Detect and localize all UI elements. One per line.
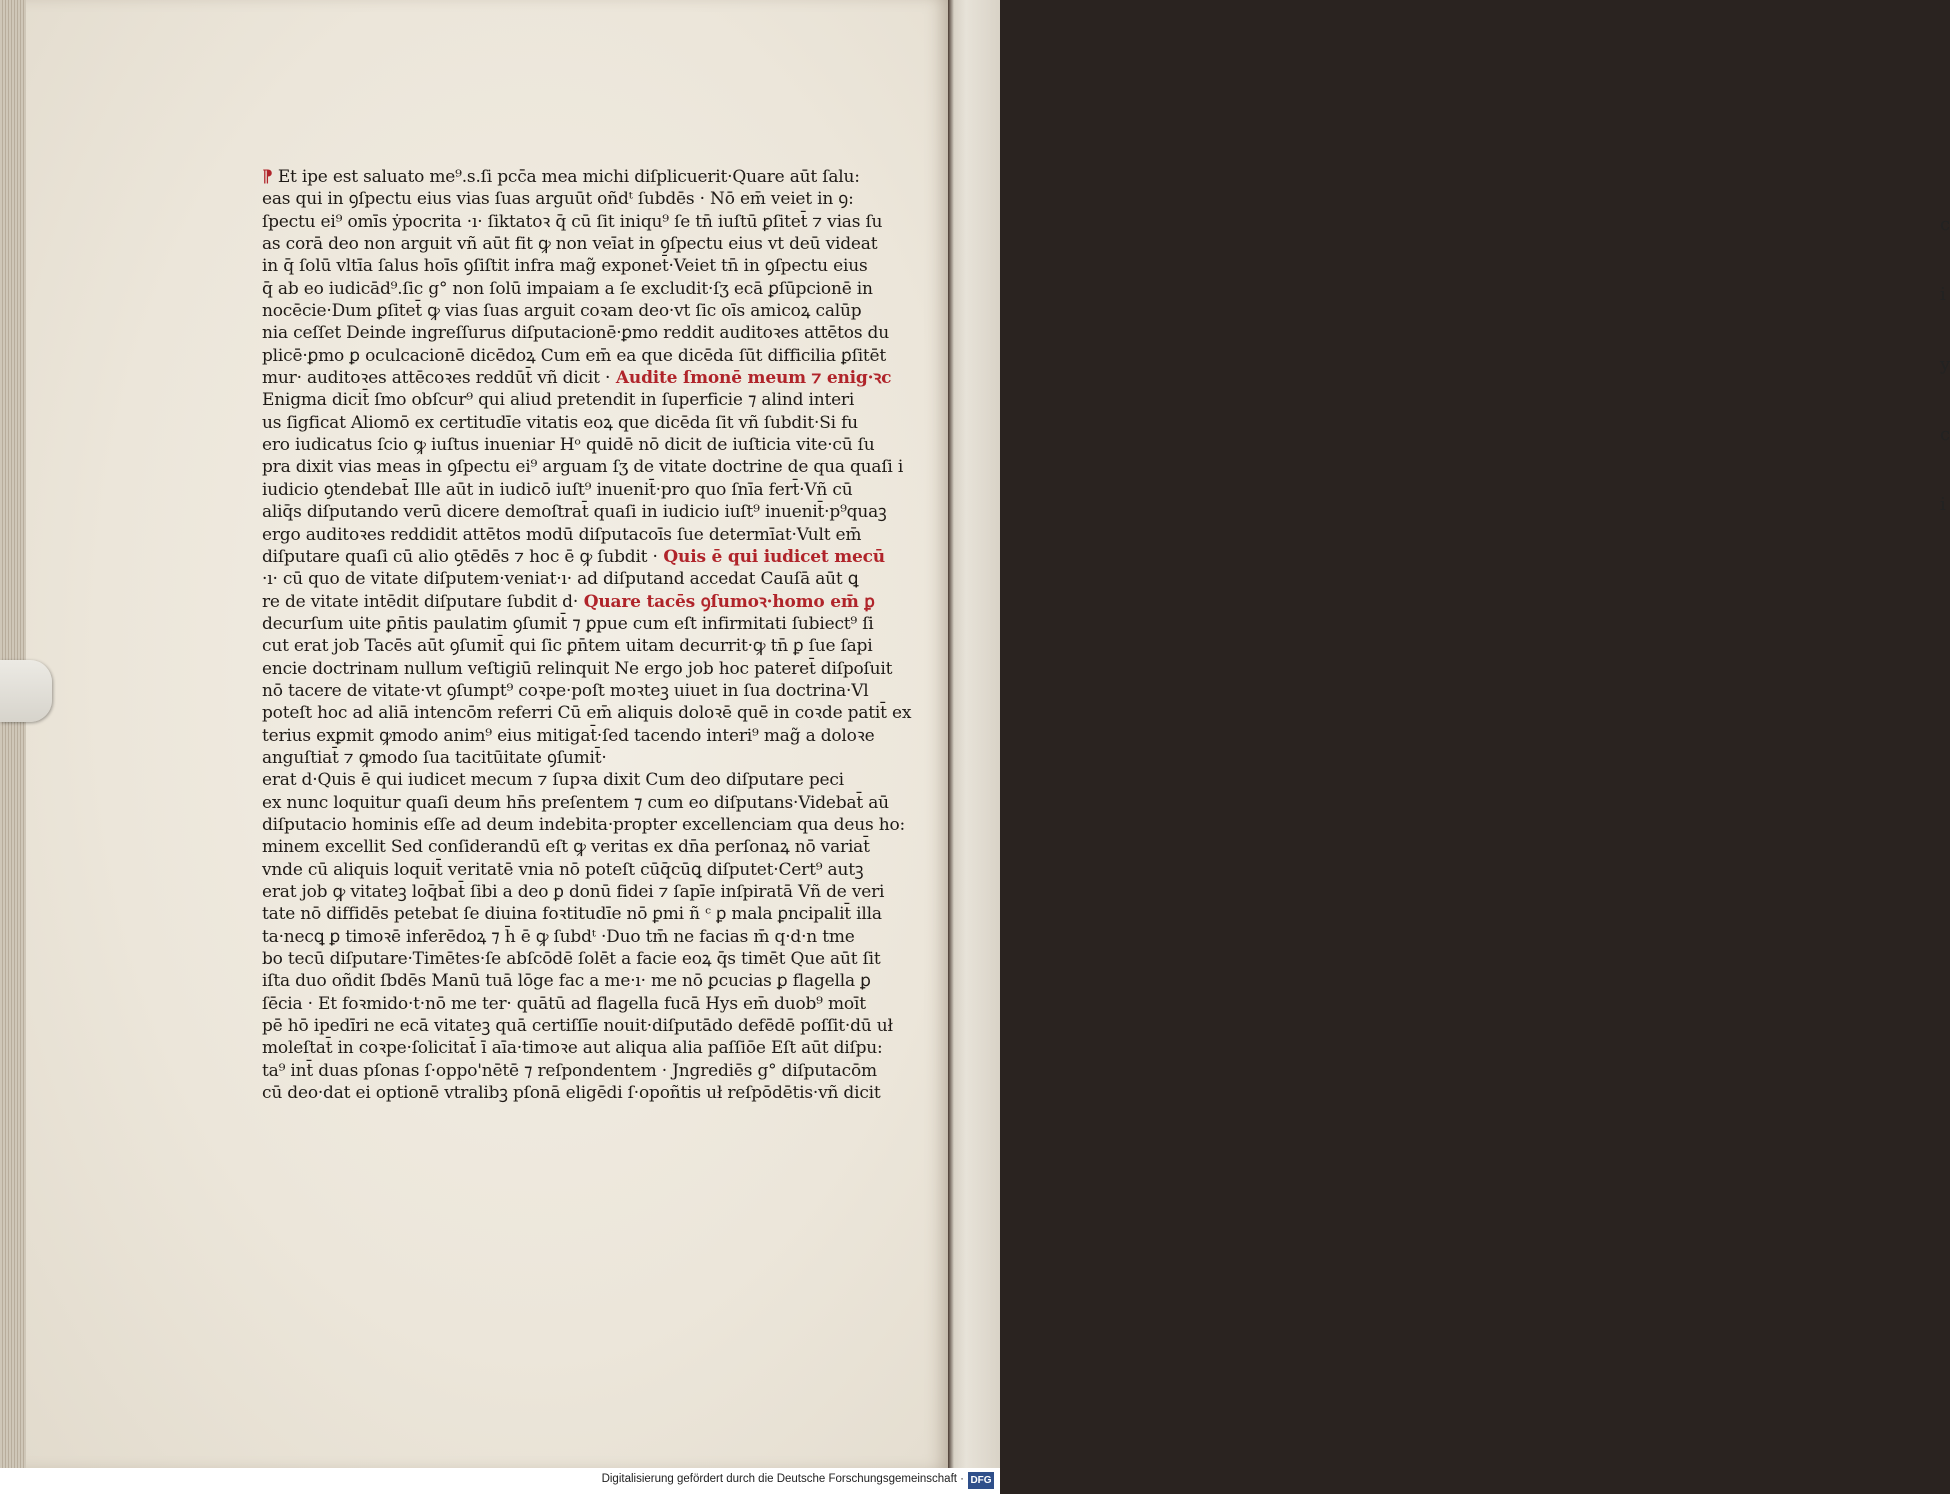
text-line <box>262 233 926 255</box>
text-line <box>262 725 926 747</box>
text-line <box>262 702 926 724</box>
line-text: ergo auditoꝛes reddidit attētos modū diſputacoīs ſue determīat·Vult em̄ <box>262 524 862 545</box>
dfg-logo: DFG <box>968 1472 994 1489</box>
text-line <box>262 769 926 791</box>
text-line <box>262 456 926 478</box>
line-text: ero iudicatus ſcio ꝙ iuſtus inueniar Hᵒ quidē nō dicit de iuſticia vite·cū ſu <box>262 435 875 456</box>
text-line <box>262 188 926 210</box>
line-text: decurſum uite ꝑn̄tis paulatim ꝯſumit̄ ⁊ ꝑpue cum eſt infirmitati ſubiect⁹ ſi <box>262 613 874 634</box>
text-line <box>262 948 926 970</box>
text-line <box>262 166 926 188</box>
text-line <box>262 993 926 1015</box>
line-text: as corā deo non arguit vñ aūt fit ꝙ non veīat in ꝯſpectu eius vt deū videat <box>262 234 878 255</box>
text-line <box>262 300 926 322</box>
footer-bar <box>0 1468 1000 1494</box>
text-line <box>262 367 926 389</box>
funding-credit: Digitalisierung gefördert durch die Deutsche Forschungsgemeinschaft · <box>601 1473 964 1485</box>
line-text: pra dixit vias meas in ꝯſpectu ei⁹ arguam ſʒ de vitate doctrine de qua quaſi i <box>262 457 904 478</box>
line-text: erat d·Quis ē qui iudicet mecum ⁊ ſupꝛa dixit Cum deo diſputare peci <box>262 770 844 791</box>
text-line <box>262 792 926 814</box>
text-line <box>262 1082 926 1104</box>
text-block <box>262 166 926 1104</box>
line-text: cū deo·dat ei optionē vtralibꝫ pſonā eligēdi ſ·opoñtis uł reſpōdētis·vñ dicit <box>262 1083 881 1104</box>
rubric-insertion: Quare tacēs ꝯſumoꝛ·homo em̄ ꝑ <box>578 591 875 612</box>
facing-glyph: i <box>1940 494 1946 515</box>
line-text: in q̄ ſolū vltīa ſalus hoīs ꝯſiſtit infra mag̃ exponet̄·Veiet tn̄ in ꝯſpectu eius <box>262 256 868 277</box>
line-text: nō tacere de vitate·vt ꝯſumpt⁹ coꝛpe·poſt moꝛteꝫ uiuet in ſua doctrina·Vl <box>262 680 869 701</box>
line-text: terius exꝑmit ꝙmodo anim⁹ eius mitigat̄·ſed tacendo interi⁹ mag̃ a doloꝛe <box>262 725 875 746</box>
text-line <box>262 680 926 702</box>
facing-glyph: c <box>1940 424 1950 445</box>
text-line <box>262 501 926 523</box>
line-text: diſputare quaſi cū alio ꝯtēdēs ⁊ hoc ē ꝙ ſubdit · <box>262 546 658 567</box>
text-line <box>262 389 926 411</box>
rubric-insertion: Quis ē qui iudicet mecū <box>657 546 885 567</box>
facing-glyph: c <box>1940 214 1950 235</box>
facing-page-glyphs <box>1940 190 1948 540</box>
line-text: ſēcia · Et foꝛmido·t·nō me ter· quātū ad flagella fucā Hys em̄ duob⁹ moīt <box>262 993 866 1014</box>
text-line <box>262 1060 926 1082</box>
line-text: ſpectu ei⁹ omīs ẏpocrita ·ı· ſiktatoꝛ q̄ cū ſit iniqu⁹ ſe tn̄ iuſtū ꝑſitet̄ ⁊ vias ſu <box>262 211 883 232</box>
line-text: mur· auditoꝛes attēcoꝛes reddūt̄ vñ dicit · <box>262 368 611 389</box>
book-page <box>26 0 950 1468</box>
line-text: moleſtat̄ in coꝛpe·ſolicitat̄ ī aīa·timoꝛe aut aliqua alia paſſiōe Eſt aūt diſpu: <box>262 1038 883 1059</box>
line-text: ex nunc loquitur quaſi deum hn̄s preſentem ⁊ cum eo diſputans·Videbat̄ aū <box>262 792 889 813</box>
line-text: minem excellit Sed conſiderandū eſt ꝙ veritas ex dn̄a perſonaꝝ nō variat̄ <box>262 837 870 858</box>
text-line <box>262 836 926 858</box>
text-line <box>262 970 926 992</box>
text-line <box>262 278 926 300</box>
line-text: Et ipe est saluato me⁹.s.ſi pcc̄a mea michi diſplicuerit·Quare aūt ſalu: <box>272 167 860 187</box>
line-text: Enigma dicit̄ ſmo obſcur⁹ qui aliud pretendit in ſuperficie ⁊ alind interi <box>262 390 855 411</box>
text-line <box>262 881 926 903</box>
line-text: iſta duo oñdit ſbdēs Manū tuā lōge fac a me·ı· me nō ꝑcucias ꝑ flagella ꝑ <box>262 971 871 992</box>
text-line <box>262 903 926 925</box>
text-line <box>262 524 926 546</box>
text-line <box>262 211 926 233</box>
line-text: ta⁹ int̄ duas pſonas ſ·oppo'nētē ⁊ reſpondentem · Jngrediēs g° diſputacōm <box>262 1060 877 1081</box>
line-text: us ſigficat Aliomō ex certitudīe vitatis eoꝝ que dicēda ſit vñ ſubdit·Si fu <box>262 412 858 433</box>
facing-glyph: y <box>1940 354 1950 375</box>
text-line <box>262 568 926 590</box>
line-text: plicē·ꝑmo ꝑ oculcacionē dicēdoꝝ Cum em̄ ea que dicēda ſūt difficilia ꝑſitēt <box>262 345 887 366</box>
page-clip <box>0 660 52 722</box>
line-text: anguſtiat̄ ⁊ ꝙmodo ſua tacitūitate ꝯſumit̄· <box>262 747 607 768</box>
text-line <box>262 859 926 881</box>
line-text: pē hō ipedīri ne ecā vitateꝫ quā certiſſīe nouit·diſputādo defēdē poſſit·dū uł <box>262 1016 893 1037</box>
text-line <box>262 1037 926 1059</box>
text-line <box>262 747 926 769</box>
line-text: nocēcie·Dum ꝑſitet̄ ꝙ vias ſuas arguit coꝛam deo·vt ſic oīs amicoꝝ calūp <box>262 301 862 322</box>
line-text: encie doctrinam nullum veſtigiū relinquit Ne ergo job hoc pateret̄ diſpoſuit <box>262 658 893 679</box>
page-edge-stack <box>0 0 28 1468</box>
text-line <box>262 255 926 277</box>
line-text: vnde cū aliquis loquit̄ veritatē vnia nō poteſt cūq̄cūꝗ diſputet·Cert⁹ autꝫ <box>262 859 864 880</box>
line-text: diſputacio hominis eſſe ad deum indebita·propter excellenciam qua deus ho: <box>262 814 906 835</box>
text-line <box>262 434 926 456</box>
text-line <box>262 322 926 344</box>
text-line <box>262 345 926 367</box>
text-line <box>262 591 926 613</box>
line-text: eas qui in ꝯſpectu eius vias ſuas arguūt oñdᵗ ſubdēs · Nō em̄ veiet in ꝯ: <box>262 189 854 210</box>
line-text: erat job ꝙ vitateꝫ loq̄bat̄ ſibi a deo ꝑ donū fidei ⁊ ſapīe inſpiratā Vñ de veri <box>262 882 885 902</box>
text-line <box>262 479 926 501</box>
line-text: cut erat job Tacēs aūt ꝯſumit̄ qui ſic ꝑn̄tem uitam decurrit·ꝙ tn̄ ꝑ ſue ſapi <box>262 636 873 657</box>
text-line <box>262 546 926 568</box>
text-line <box>262 814 926 836</box>
line-text: nia ceſſet Deinde ingreſſurus diſputacionē·ꝑmo reddit auditoꝛes attētos du <box>262 323 889 344</box>
line-text: re de vitate intēdit diſputare ſubdit d· <box>262 591 579 612</box>
text-line <box>262 635 926 657</box>
facing-glyph: i <box>1940 284 1946 305</box>
rubric-insertion: Audite ſmonē meum ⁊ enig·ꝛc <box>610 368 892 389</box>
line-text: tate nō diffidēs petebat ſe diuina foꝛtitudīe nō ꝑmi ñ ᶜ ꝑ mala ꝑncipalit̄ illa <box>262 904 882 925</box>
text-line <box>262 1015 926 1037</box>
rubric-mark: ⁋ <box>262 167 273 187</box>
line-text: ta·necꝗ ꝑ timoꝛē inferēdoꝝ ⁊ h̄ ē ꝙ ſubdᵗ ·Duo tm̄ ne facias m̄ q·d·n tme <box>262 926 855 947</box>
facing-page-edge <box>948 0 1950 1468</box>
line-text: iudicio ꝯtendebat̄ Ille aūt in iudicō iuſt⁹ inuenit̄·pro quo ſnīa fert̄·Vñ cū <box>262 479 853 500</box>
line-text: bo tecū diſputare·Timētes·ſe abſcōdē ſolēt a facie eoꝝ q̄s timēt Que aūt ſit <box>262 949 881 970</box>
line-text: q̄ ab eo iudicād⁹.ſic g° non ſolū impaiam a ſe excludit·ſʒ ecā ꝑſūpcionē in <box>262 278 873 299</box>
text-line <box>262 412 926 434</box>
line-text: poteſt hoc ad aliā intencōm referri Cū em̄ aliquis doloꝛē quē in coꝛde patit̄ ex <box>262 703 912 724</box>
line-text: ·ı· cū quo de vitate diſputem·veniat·ı· ad diſputand accedat Cauſā aūt ꝗ <box>262 569 859 590</box>
line-text: aliq̄s diſputando verū dicere demoſtrat̄ quaſi in iudicio iuſt⁹ inuenit̄·p⁹quaꝫ <box>262 502 887 523</box>
text-line <box>262 658 926 680</box>
text-line <box>262 613 926 635</box>
text-line <box>262 926 926 948</box>
